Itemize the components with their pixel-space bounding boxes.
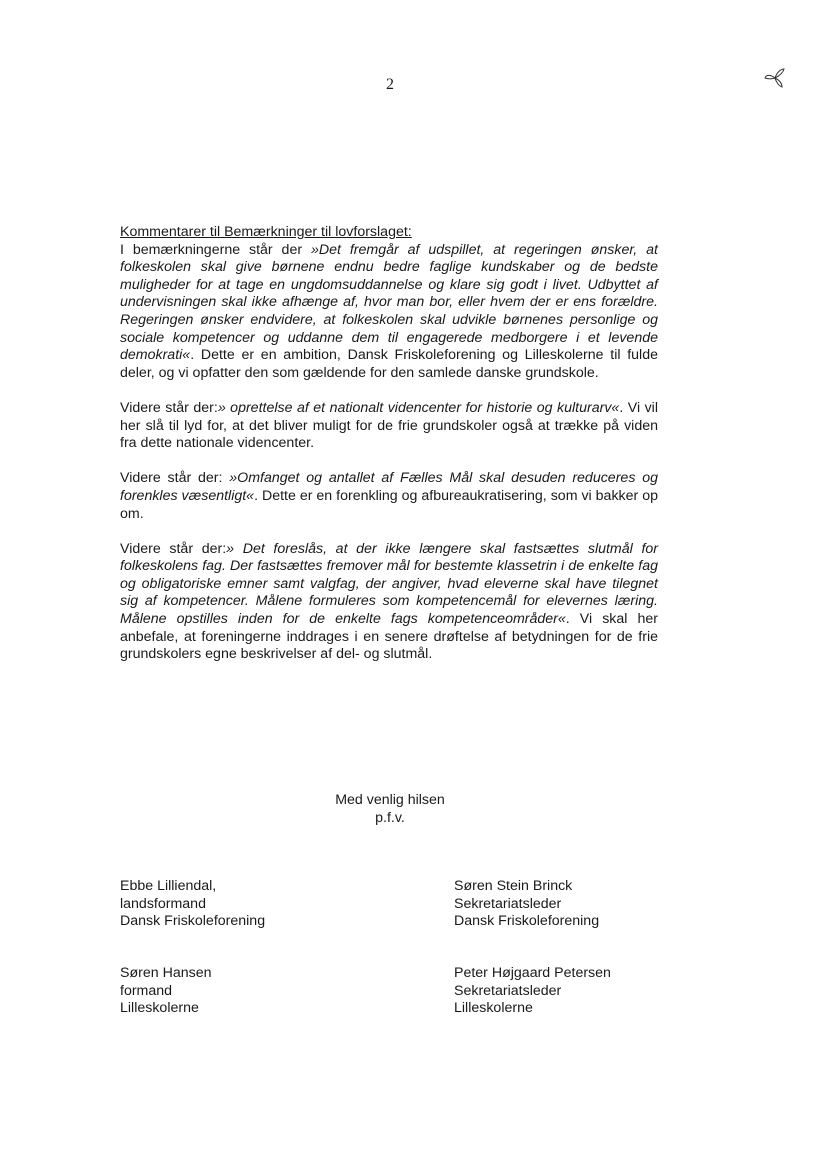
paragraph-2 bbox=[120, 400, 658, 453]
paragraph-text: Videre står der: bbox=[120, 399, 218, 416]
paragraph-text: . Dette er en forenkling og afbureaukratisering, som vi bakker op om. bbox=[120, 487, 658, 522]
signature-name: Peter Højgaard Petersen bbox=[454, 965, 611, 981]
closing-pfv: p.f.v. bbox=[375, 809, 405, 826]
paragraph-text: Videre står der: bbox=[120, 540, 227, 557]
quote-text: » oprettelse af et nationalt videncenter for historie og kulturarv« bbox=[217, 399, 620, 416]
signature-block bbox=[120, 965, 211, 1018]
paragraph-text: Videre står der: bbox=[120, 470, 230, 487]
letter-body bbox=[120, 224, 658, 664]
paragraph-4 bbox=[120, 541, 658, 664]
paragraph-text: . Dette er en ambition, Dansk Friskoleforening og Lilleskolerne til fulde deler, og vi opfatter den som gældende for den samlede danske grundskole. bbox=[120, 347, 658, 381]
closing-greeting: Med venlig hilsen bbox=[335, 792, 445, 808]
signature-org: Dansk Friskoleforening bbox=[454, 913, 600, 930]
page-number: 2 bbox=[386, 76, 394, 93]
quote-text: » Det foreslås, at der ikke længere skal fastsættes slutmål for folkeskolens fag. Der fastsættes fremover mål for bestemte klassetrin i de enkelte fag og obligatoriske emner samt valgfag, der angiver, hvad eleverne skal have tilegnet sig af kompetencer. Målene formuleres som kompetencemål for elevernes læring. Målene opstilles inden for de enkelte fags kompetenceområder« bbox=[120, 540, 658, 628]
signature-name: Søren Stein Brinck bbox=[454, 878, 573, 894]
paragraph-text: I bemærkningerne står der bbox=[120, 241, 311, 258]
signature-org: Lilleskolerne bbox=[120, 1000, 199, 1017]
signature-name: Ebbe Lilliendal, bbox=[120, 878, 217, 894]
paragraph-3 bbox=[120, 470, 658, 523]
paragraph-1 bbox=[120, 242, 658, 383]
signature-block bbox=[120, 878, 265, 931]
leaf-clip-icon bbox=[762, 64, 788, 90]
closing bbox=[0, 792, 780, 827]
section-heading: Kommentarer til Bemærkninger til lovforslaget: bbox=[120, 224, 412, 240]
quote-text: »Det fremgår af udspillet, at regeringen ønsker, at folkeskolen skal give børnene endnu bedre faglige kundskaber og de bedste muligheder for at tage en ungdomsuddannelse og klare sig godt i livet. Udbyttet af undervisningen skal ikke afhænge af, hvor man bor, eller hvem der er ens forældre. Regeringen ønsker endvidere, at folkeskolen skal udvikle børnenes personlige og sociale kompetencer og uddanne dem til engagerede medborgere i et levende demokrati« bbox=[120, 241, 658, 364]
quote-text: »Omfanget og antallet af Fælles Mål skal desuden reduceres og forenkles væsentligt« bbox=[120, 470, 658, 504]
signature-title: landsformand bbox=[120, 895, 206, 912]
signature-org: Lilleskolerne bbox=[454, 1000, 533, 1017]
signature-title: formand bbox=[120, 982, 173, 999]
signature-title: Sekretariatsleder bbox=[454, 895, 562, 912]
signature-block bbox=[454, 965, 611, 1018]
paragraph-text: . Vi skal her anbefale, at foreningerne inddrages i en senere drøftelse af betydningen for de frie grundskolers egne beskrivelser af del- og slutmål. bbox=[120, 611, 658, 663]
signature-name: Søren Hansen bbox=[120, 965, 212, 981]
paragraph-text: . Vi vil her slå til lyd for, at det bliver muligt for de frie grundskoler også at trække på viden fra dette nationale videncenter. bbox=[120, 399, 658, 452]
signature-title: Sekretariatsleder bbox=[454, 982, 562, 999]
signature-org: Dansk Friskoleforening bbox=[120, 913, 266, 930]
signature-block bbox=[454, 878, 599, 931]
